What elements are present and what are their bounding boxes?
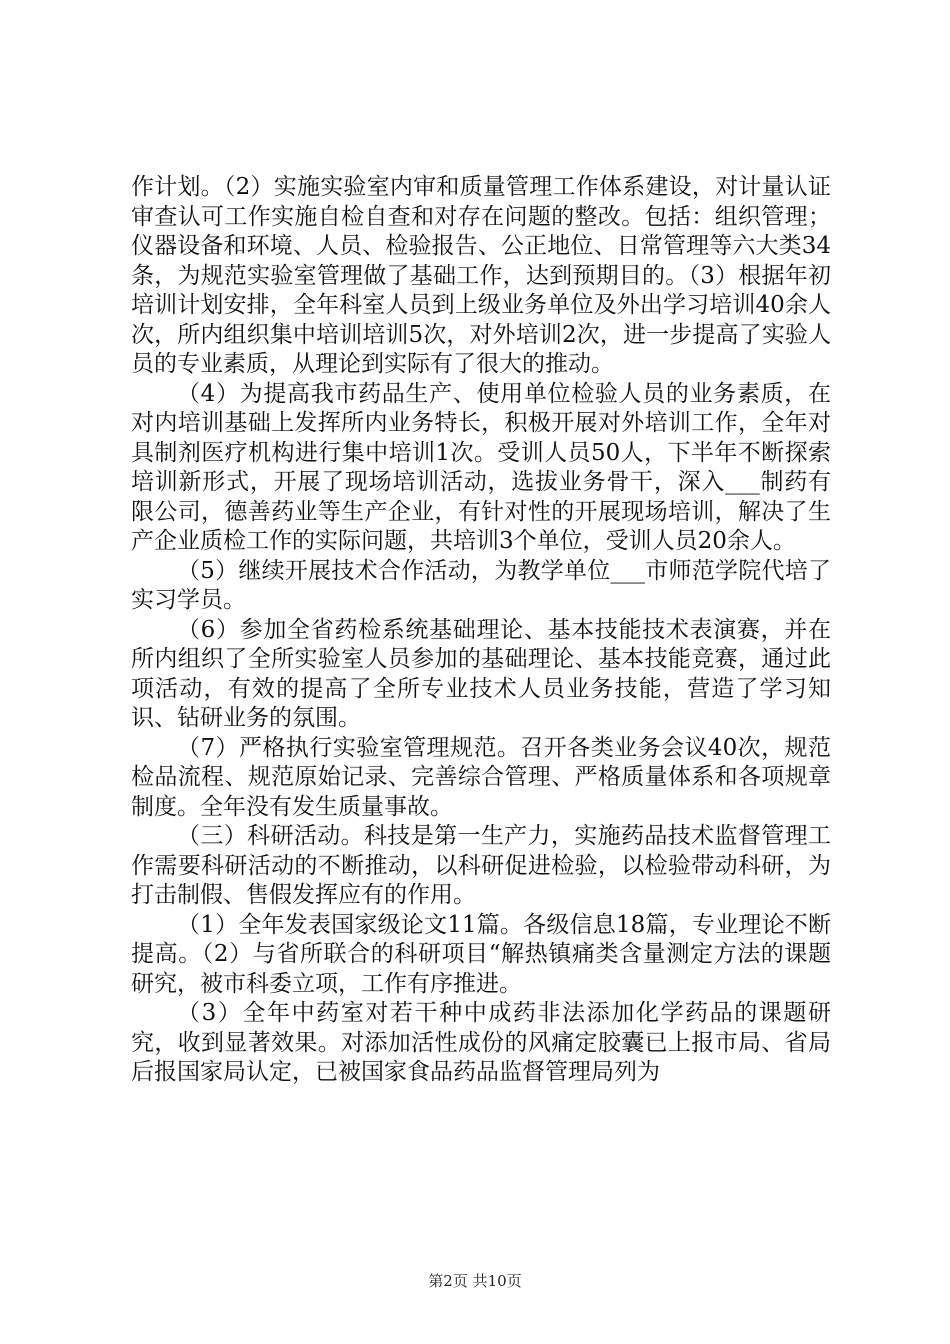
paragraph-4: （6）参加全省药检系统基础理论、基本技能技术表演赛，并在所内组织了全所实验室人员参加的基础理论、基本技能竞赛，通过此项活动，有效的提高了全所专业技术人员业务技能，营造了学习知识、钻研业务的氛围。	[131, 616, 831, 731]
document-body	[131, 173, 831, 1088]
paragraph-7: （1）全年发表国家级论文11篇。各级信息18篇，专业理论不断提高。（2）与省所联合的科研项目“解热镇痛类含量测定方法的课题研究，被市科委立项，工作有序推进。	[131, 911, 831, 997]
paragraph-3: （5）继续开展技术合作活动，为教学单位___市师范学院代培了实习学员。	[131, 557, 831, 613]
paragraph-5: （7）严格执行实验室管理规范。召开各类业务会议40次，规范检品流程、规范原始记录、完善综合管理、严格质量体系和各项规章制度。全年没有发生质量事故。	[131, 734, 831, 820]
page-footer: 第2页 共10页	[428, 1272, 522, 1290]
paragraph-6: （三）科研活动。科技是第一生产力，实施药品技术监督管理工作需要科研活动的不断推动，以科研促进检验，以检验带动科研，为打击制假、售假发挥应有的作用。	[131, 823, 831, 908]
paragraph-8: （3）全年中药室对若干种中成药非法添加化学药品的课题研究，收到显著效果。对添加活性成份的风痛定胶囊已上报市局、省局后报国家局认定，已被国家食品药品监督管理局列为	[131, 1000, 831, 1085]
paragraph-2: （4）为提高我市药品生产、使用单位检验人员的业务素质，在对内培训基础上发挥所内业务特长，积极开展对外培训工作，全年对具制剂医疗机构进行集中培训1次。受训人员50人，下半年不断探索培训新形式，开展了现场培训活动，选拔业务骨干，深入___制药有限公司，德善药业等生产企业，有针对性的开展现场培训，解决了生产企业质检工作的实际问题，共培训3个单位，受训人员20余人。	[131, 380, 831, 554]
paragraph-1: 作计划。（2）实施实验室内审和质量管理工作体系建设，对计量认证审查认可工作实施自检自查和对存在问题的整改。包括：组织管理；仪器设备和环境、人员、检验报告、公正地位、日常管理等六大类34条，为规范实验室管理做了基础工作，达到预期目的。（3）根据年初培训计划安排，全年科室人员到上级业务单位及外出学习培训40余人次，所内组织集中培训培训5次，对外培训2次，进一步提高了实验人员的专业素质，从理论到实际有了很大的推动。	[131, 174, 831, 377]
